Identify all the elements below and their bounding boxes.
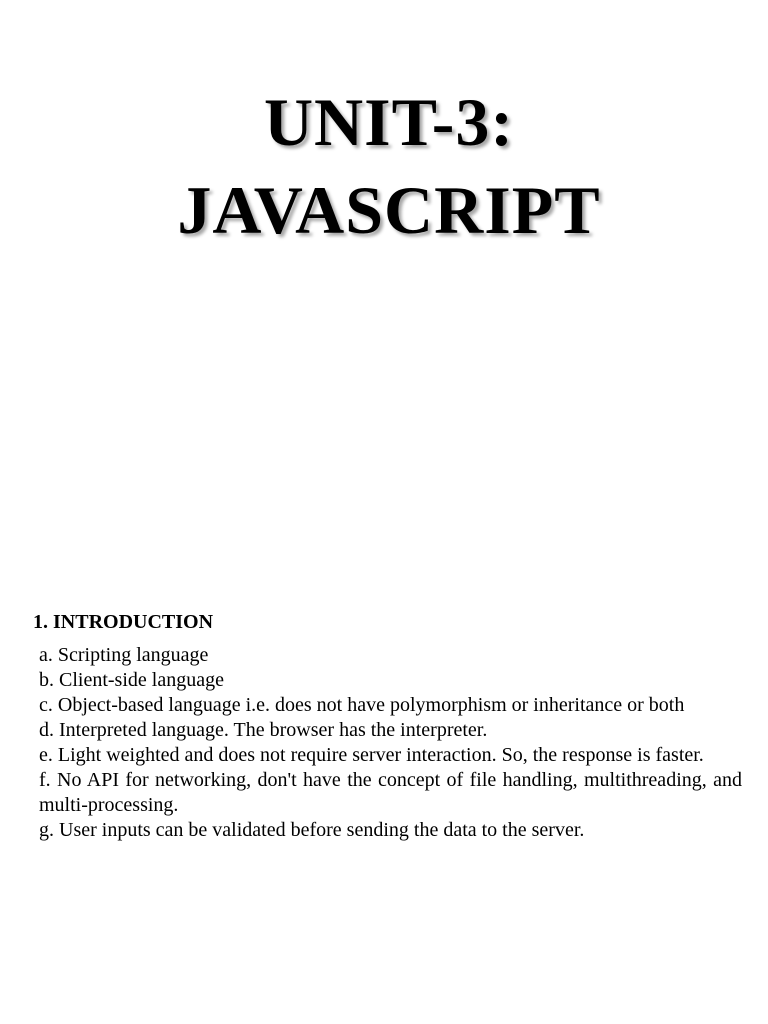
list-item: g. User inputs can be validated before sending the data to the server.	[39, 819, 585, 841]
section-heading: 1. INTRODUCTION	[33, 611, 214, 633]
list-item: d. Interpreted language. The browser has the interpreter.	[39, 719, 488, 741]
list-item: f. No API for networking, don't have the concept of file handling, multithreading, and multi-processing.	[39, 769, 742, 816]
list-item: b. Client-side language	[39, 669, 224, 691]
list-item: c. Object-based language i.e. does not have polymorphism or inheritance or both	[39, 694, 685, 716]
page-title	[0, 78, 768, 254]
intro-list	[39, 643, 742, 843]
list-item: e. Light weighted and does not require server interaction. So, the response is faster.	[39, 744, 704, 766]
list-item: a. Scripting language	[39, 644, 209, 666]
title-line-unit: UNIT-3:	[263, 84, 515, 160]
title-line-topic: JAVASCRIPT	[177, 172, 601, 248]
